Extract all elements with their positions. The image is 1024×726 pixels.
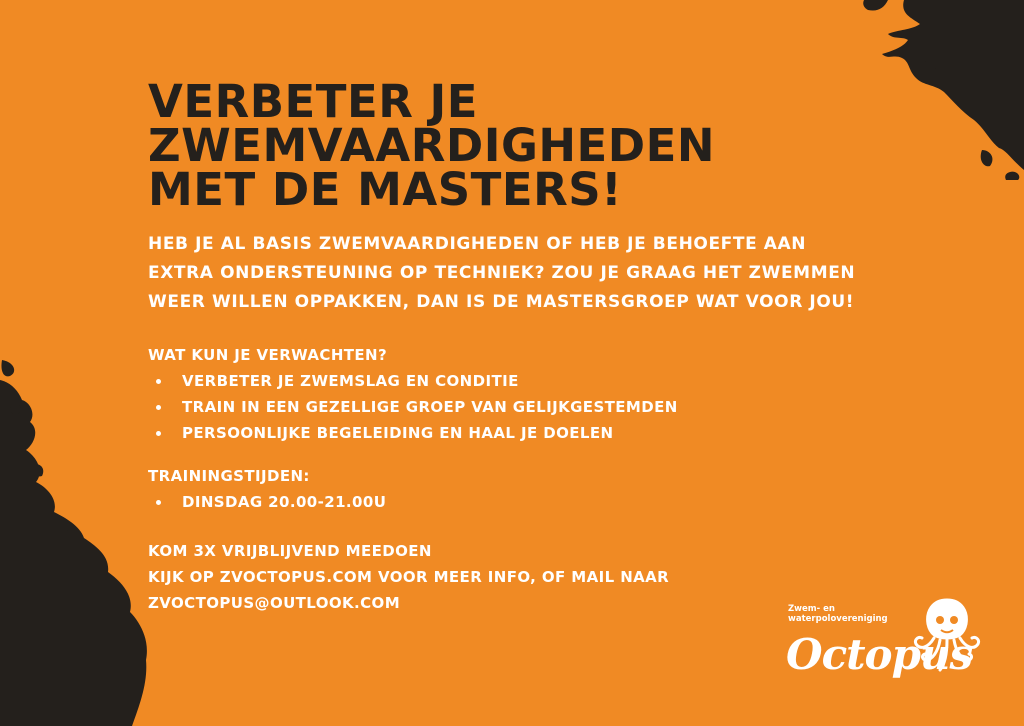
octopus-logo [780, 594, 1000, 704]
intro-line: WEER WILLEN OPPAKKEN, DAN IS DE MASTERSGROEP WAT VOOR JOU! [148, 292, 855, 312]
list-item-text: VERBETER JE ZWEMSLAG EN CONDITIE [182, 372, 519, 390]
logo-tagline-line: waterpolovereniging [788, 614, 888, 624]
brush-stroke-left [0, 360, 150, 726]
bullet-icon [156, 405, 161, 410]
expectations-list [148, 368, 678, 446]
training-times-label: TRAININGSTIJDEN: [148, 467, 310, 485]
bullet-icon [156, 500, 161, 505]
call-to-action [148, 538, 669, 616]
list-item-text: TRAIN IN EEN GEZELLIGE GROEP VAN GELIJKGESTEMDEN [182, 398, 678, 416]
brush-stroke-top-right [784, 0, 1024, 180]
list-item [148, 420, 678, 446]
bullet-icon [156, 431, 161, 436]
expectations-label: WAT KUN JE VERWACHTEN? [148, 346, 388, 364]
headline-line: MET DE MASTERS! [148, 163, 623, 216]
list-item [148, 394, 678, 420]
logo-tagline-line: Zwem- en [788, 604, 835, 614]
cta-line: KIJK OP ZVOCTOPUS.COM VOOR MEER INFO, OF MAIL NAAR [148, 568, 670, 586]
headline-line: VERBETER JE [148, 75, 478, 128]
training-times-section [148, 463, 386, 515]
intro-paragraph [148, 230, 978, 317]
intro-line: EXTRA ONDERSTEUNING OP TECHNIEK? ZOU JE GRAAG HET ZWEMMEN [148, 263, 856, 283]
email-text: ZVOCTOPUS@OUTLOOK.COM [148, 594, 401, 612]
list-item-text: PERSOONLIJKE BEGELEIDING EN HAAL JE DOELEN [182, 424, 614, 442]
bullet-icon [156, 379, 161, 384]
logo-wordmark: Octopus [786, 630, 973, 679]
headline-line: ZWEMVAARDIGHEDEN [148, 119, 716, 172]
training-times-list [148, 489, 386, 515]
list-item [148, 368, 678, 394]
cta-line: KOM 3X VRIJBLIJVEND MEEDOEN [148, 542, 432, 560]
logo-tagline [788, 604, 888, 624]
expectations-section [148, 342, 678, 446]
list-item-text: DINSDAG 20.00-21.00U [182, 493, 387, 511]
headline [148, 75, 716, 216]
list-item [148, 489, 386, 515]
intro-line: HEB JE AL BASIS ZWEMVAARDIGHEDEN OF HEB JE BEHOEFTE AAN [148, 234, 807, 254]
